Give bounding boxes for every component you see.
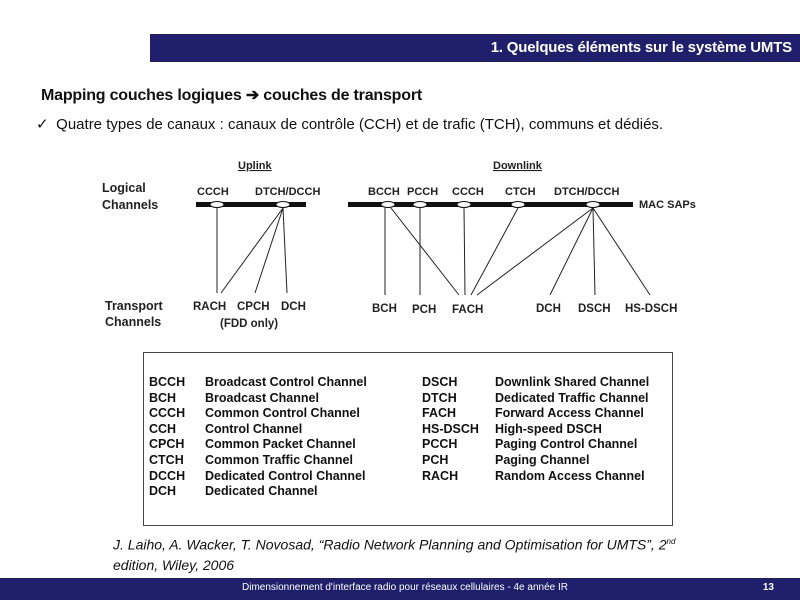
ul-ccch: CCCH [197,186,229,198]
heading-right: couches de transport [263,87,422,104]
bullet-point [36,115,663,133]
reference-superscript: nd [666,537,676,546]
legend-abbr: FACH [422,406,457,421]
dl-pch: PCH [412,304,437,316]
legend-desc: Broadcast Channel [205,390,319,405]
dl-bcch: BCCH [368,186,400,198]
dl-dsch: DSCH [578,303,611,315]
ul-cpch: CPCH [237,301,270,313]
sap-dl-ccch [457,202,471,208]
ul-dch: DCH [281,301,306,313]
legend-abbr: DSCH [422,375,458,389]
legend-desc: Common Packet Channel [205,437,356,452]
reference-citation [113,532,753,575]
legend-col-left-abbr [149,375,185,500]
legend-desc: Random Access Channel [495,468,645,483]
mac-saps-label: MAC SAPs [639,199,696,211]
legend-col-right-abbr [422,375,479,484]
legend-desc: Dedicated Traffic Channel [495,390,649,405]
dl-hs-dsch: HS-DSCH [625,303,678,315]
legend-col-right-desc [495,375,649,484]
logical-channels-label-2: Channels [102,198,159,212]
legend-abbr: PCH [422,452,449,467]
dl-bch: BCH [372,303,397,315]
legend-desc: Dedicated Control Channel [205,468,366,483]
dl-fach: FACH [452,304,484,316]
downlink-label: Downlink [493,160,542,172]
reference-line-2: edition, Wiley, 2006 [113,556,235,573]
legend-abbr: RACH [422,468,459,483]
heading-left: Mapping couches logiques [41,87,242,104]
footer-bar [0,578,800,600]
legend-desc: Control Channel [205,421,303,436]
sap-dl-ctch [511,202,525,208]
fdd-note: (FDD only) [220,318,279,330]
legend-abbr: BCH [149,390,177,405]
legend-desc: Common Control Channel [205,406,360,421]
legend-abbr: CTCH [149,452,184,467]
dl-pcch: PCCH [407,186,439,198]
legend-abbr: DTCH [422,390,457,405]
sap-ul-dtch [276,202,290,208]
legend-col-left-desc [205,375,367,500]
logical-channels-label-1: Logical [102,181,146,195]
channel-mapping-diagram [95,150,715,340]
legend-abbr: BCCH [149,375,186,389]
ul-dtch-dcch: DTCH/DCCH [255,186,321,198]
sap-dl-dtch [586,202,600,208]
slide-title: 1. Quelques éléments sur le système UMTS [490,39,792,56]
legend-abbr: DCH [149,484,177,499]
legend-desc: Common Traffic Channel [205,452,353,467]
legend-desc: Forward Access Channel [495,406,644,421]
legend-abbr: CPCH [149,437,185,452]
sap-dl-pcch [413,202,427,208]
sap-dl-bcch [381,202,395,208]
legend-abbr: CCH [149,421,177,436]
uplink-label: Uplink [238,160,272,172]
legend-desc: Paging Channel [495,452,590,467]
arrow-icon: ➔ [245,87,260,104]
legend-desc: Dedicated Channel [205,484,318,499]
transport-channels-label-1: Transport [105,299,163,313]
dl-ctch: CTCH [505,186,536,198]
bullet-text: Quatre types de canaux : canaux de contrôle (CCH) et de trafic (TCH), communs et dédiés. [56,116,664,133]
ul-rach: RACH [193,301,227,313]
legend-abbr: DCCH [149,468,186,483]
legend-desc: Paging Control Channel [495,437,638,452]
dl-dtch-dcch: DTCH/DCCH [554,186,620,198]
dl-dch: DCH [536,303,561,315]
legend-desc: High-speed DSCH [495,421,602,436]
header-bar [150,34,800,62]
sap-ul-ccch [210,202,224,208]
transport-channels-label-2: Channels [105,315,162,329]
page-number: 13 [762,582,774,593]
dl-ccch: CCCH [452,186,484,198]
legend-desc: Broadcast Control Channel [205,375,367,389]
legend-desc: Downlink Shared Channel [495,375,650,389]
legend-abbr: PCCH [422,437,458,452]
footer-course-title: Dimensionnement d'interface radio pour réseaux cellulaires - 4e année IR [242,582,568,593]
section-heading [41,85,422,105]
checkmark-icon: ✓ [36,116,49,133]
legend-abbr: HS-DSCH [422,421,479,436]
reference-line-1: J. Laiho, A. Wacker, T. Novosad, “Radio Network Planning and Optimisation for UMTS”, 2 [113,536,667,553]
legend-abbr: CCCH [149,406,186,421]
